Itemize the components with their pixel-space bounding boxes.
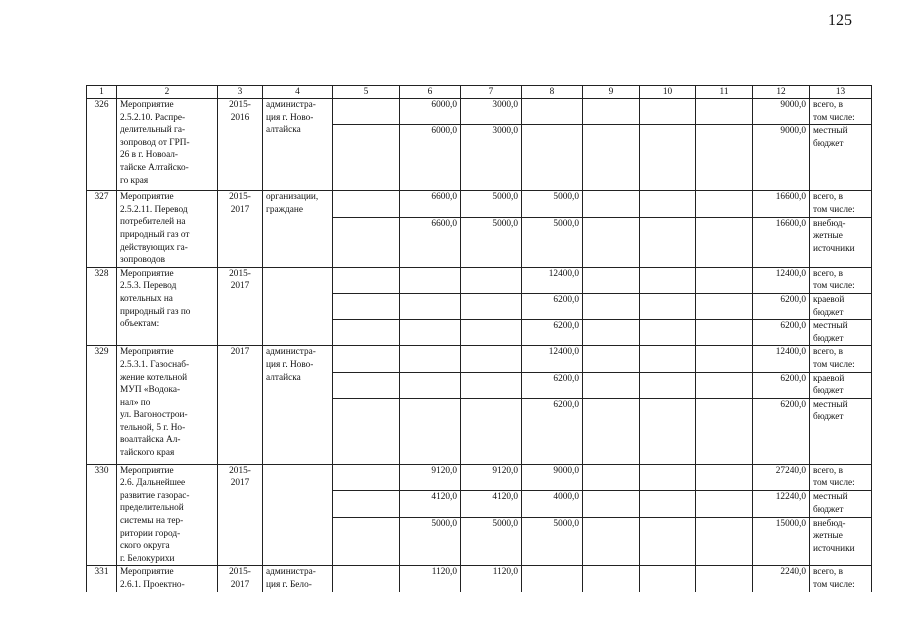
column-header: 1 xyxy=(87,86,117,99)
funding-source-line: местный xyxy=(813,126,848,137)
executor xyxy=(263,267,333,346)
funding-source-line: бюджет xyxy=(813,386,844,397)
col7-cell xyxy=(461,372,522,398)
executor-line: граждане xyxy=(266,204,303,215)
table-row xyxy=(87,99,872,125)
measure-name-line: ритории город- xyxy=(120,528,181,539)
years-line: 2017 xyxy=(230,347,250,358)
header-row xyxy=(87,86,872,99)
row-number: 328 xyxy=(87,267,117,346)
col10-cell xyxy=(640,125,696,191)
funding-source xyxy=(810,566,872,592)
col6-cell: 6000,0 xyxy=(400,125,461,191)
executor-line: администра- xyxy=(266,347,316,358)
funding-source-line: том числе: xyxy=(813,112,855,123)
col11-cell xyxy=(696,217,753,267)
column-header: 11 xyxy=(696,86,753,99)
column-header: 9 xyxy=(583,86,640,99)
col9-cell xyxy=(583,491,640,518)
col9-cell xyxy=(583,464,640,491)
col10-cell xyxy=(640,217,696,267)
row-number: 329 xyxy=(87,346,117,464)
measure-name-line: развитие газорас- xyxy=(120,490,190,501)
measure-name-line: тельной, 5 г. Но- xyxy=(120,422,186,433)
col5-cell xyxy=(333,320,400,346)
col7-cell: 5000,0 xyxy=(461,217,522,267)
funding-source xyxy=(810,517,872,566)
col11-cell xyxy=(696,398,753,464)
measure-name-line: 2.5.2.10. Распре- xyxy=(120,112,186,123)
table-row xyxy=(87,191,872,217)
funding-source-line: всего, в xyxy=(813,465,843,476)
executor-line: организации, xyxy=(266,192,319,203)
funding-source-line: бюджет xyxy=(813,138,844,149)
measure-name-line: Мероприятие xyxy=(120,192,174,203)
col9-cell xyxy=(583,191,640,217)
col6-cell xyxy=(400,320,461,346)
col5-cell xyxy=(333,125,400,191)
row-number: 326 xyxy=(87,99,117,191)
measure-name-line: тайске Алтайско- xyxy=(120,162,189,173)
col9-cell xyxy=(583,125,640,191)
column-header: 4 xyxy=(263,86,333,99)
col5-cell xyxy=(333,191,400,217)
col8-cell: 4000,0 xyxy=(522,491,583,518)
measure-name-line: природный газ по xyxy=(120,306,191,317)
years xyxy=(218,566,263,592)
funding-source-line: местный xyxy=(813,399,848,410)
funding-source xyxy=(810,398,872,464)
col7-cell: 5000,0 xyxy=(461,191,522,217)
col9-cell xyxy=(583,293,640,319)
funding-source xyxy=(810,320,872,346)
col9-cell xyxy=(583,267,640,293)
funding-source-line: том числе: xyxy=(813,580,855,591)
col5-cell xyxy=(333,293,400,319)
col10-cell xyxy=(640,293,696,319)
budget-table xyxy=(86,85,872,592)
funding-source-line: местный xyxy=(813,492,848,503)
col12-cell: 6200,0 xyxy=(753,398,810,464)
funding-source xyxy=(810,293,872,319)
funding-source-line: бюджет xyxy=(813,307,844,318)
col8-cell: 5000,0 xyxy=(522,217,583,267)
page-number: 125 xyxy=(828,12,852,29)
executor xyxy=(263,191,333,268)
years-line: 2017 xyxy=(230,478,250,489)
measure-name-line: потребителей на xyxy=(120,217,186,228)
measure-name-line: 2.6. Дальнейшее xyxy=(120,478,186,489)
col9-cell xyxy=(583,99,640,125)
col11-cell xyxy=(696,372,753,398)
measure-name-line: 2.5.3. Перевод xyxy=(120,281,177,292)
col6-cell xyxy=(400,267,461,293)
col5-cell xyxy=(333,217,400,267)
funding-source-line: всего, в xyxy=(813,567,843,578)
col11-cell xyxy=(696,517,753,566)
col10-cell xyxy=(640,372,696,398)
table-body xyxy=(87,86,872,592)
funding-source-line: внебюд- xyxy=(813,518,846,529)
col6-cell: 5000,0 xyxy=(400,517,461,566)
funding-source-line: всего, в xyxy=(813,192,843,203)
col12-cell: 2240,0 xyxy=(753,566,810,592)
measure-name-line: системы на тер- xyxy=(120,516,184,527)
measure-name-line: делительный га- xyxy=(120,125,186,136)
measure-name-line: Мероприятие xyxy=(120,268,174,279)
col10-cell xyxy=(640,267,696,293)
col12-cell: 9000,0 xyxy=(753,125,810,191)
funding-source-line: том числе: xyxy=(813,281,855,292)
funding-source xyxy=(810,372,872,398)
col7-cell: 4120,0 xyxy=(461,491,522,518)
measure-name-line: пределительной xyxy=(120,503,184,514)
funding-source-line: бюджет xyxy=(813,333,844,344)
col5-cell xyxy=(333,99,400,125)
column-header: 6 xyxy=(400,86,461,99)
row-number: 331 xyxy=(87,566,117,592)
executor-line: ция г. Ново- xyxy=(266,359,314,370)
table-row xyxy=(87,346,872,372)
measure-name-line: г. Белокурихи xyxy=(120,553,175,564)
years-line: 2017 xyxy=(230,580,250,591)
col11-cell xyxy=(696,293,753,319)
funding-source-line: том числе: xyxy=(813,359,855,370)
col8-cell xyxy=(522,566,583,592)
years-line: 2015- xyxy=(229,192,251,203)
measure-name-line: нал» по xyxy=(120,397,151,408)
measure-name-line: действующих га- xyxy=(120,242,188,253)
col5-cell xyxy=(333,267,400,293)
funding-source xyxy=(810,99,872,125)
funding-source-line: всего, в xyxy=(813,268,843,279)
funding-source-line: том числе: xyxy=(813,478,855,489)
funding-source-line: внебюд- xyxy=(813,218,846,229)
col9-cell xyxy=(583,398,640,464)
col6-cell: 9120,0 xyxy=(400,464,461,491)
executor-line: алтайска xyxy=(266,372,301,383)
col5-cell xyxy=(333,346,400,372)
col11-cell xyxy=(696,267,753,293)
col9-cell xyxy=(583,372,640,398)
col7-cell: 9120,0 xyxy=(461,464,522,491)
col9-cell xyxy=(583,566,640,592)
years-line: 2015- xyxy=(229,465,251,476)
measure-name-line: объектам: xyxy=(120,319,160,330)
col6-cell xyxy=(400,346,461,372)
funding-source-line: источники xyxy=(813,243,855,254)
measure-name-line: зопровод от ГРП- xyxy=(120,137,190,148)
col12-cell: 16600,0 xyxy=(753,217,810,267)
column-header: 7 xyxy=(461,86,522,99)
executor xyxy=(263,346,333,464)
funding-source-line: бюджет xyxy=(813,504,844,515)
col7-cell xyxy=(461,267,522,293)
table-row xyxy=(87,464,872,491)
measure-name xyxy=(117,99,218,191)
measure-name-line: 2.6.1. Проектно- xyxy=(120,580,185,591)
col7-cell xyxy=(461,398,522,464)
column-header: 3 xyxy=(218,86,263,99)
col8-cell: 5000,0 xyxy=(522,191,583,217)
executor-line: администра- xyxy=(266,567,316,578)
col12-cell: 6200,0 xyxy=(753,372,810,398)
funding-source-line: местный xyxy=(813,321,848,332)
col7-cell xyxy=(461,346,522,372)
column-header: 2 xyxy=(117,86,218,99)
col12-cell: 16600,0 xyxy=(753,191,810,217)
col10-cell xyxy=(640,517,696,566)
col12-cell: 27240,0 xyxy=(753,464,810,491)
measure-name xyxy=(117,464,218,566)
col5-cell xyxy=(333,372,400,398)
column-header: 5 xyxy=(333,86,400,99)
col10-cell xyxy=(640,346,696,372)
years-line: 2016 xyxy=(230,112,250,123)
col8-cell xyxy=(522,99,583,125)
funding-source-line: краевой xyxy=(813,294,845,305)
measure-name-line: жение котельной xyxy=(120,372,188,383)
measure-name xyxy=(117,346,218,464)
col7-cell xyxy=(461,293,522,319)
funding-source xyxy=(810,346,872,372)
col7-cell: 1120,0 xyxy=(461,566,522,592)
col8-cell: 6200,0 xyxy=(522,398,583,464)
measure-name-line: природный газ от xyxy=(120,229,190,240)
executor-line: ция г. Бело- xyxy=(266,580,312,591)
col6-cell: 1120,0 xyxy=(400,566,461,592)
measure-name xyxy=(117,191,218,268)
years xyxy=(218,191,263,268)
col8-cell: 12400,0 xyxy=(522,346,583,372)
col8-cell xyxy=(522,125,583,191)
col12-cell: 12240,0 xyxy=(753,491,810,518)
col11-cell xyxy=(696,125,753,191)
measure-name-line: 2.5.3.1. Газоснаб- xyxy=(120,359,190,370)
col5-cell xyxy=(333,398,400,464)
measure-name-line: Мероприятие xyxy=(120,567,174,578)
years-line: 2015- xyxy=(229,268,251,279)
measure-name-line: Мероприятие xyxy=(120,347,174,358)
col6-cell: 6000,0 xyxy=(400,99,461,125)
years-line: 2017 xyxy=(230,281,250,292)
years xyxy=(218,346,263,464)
measure-name-line: Мероприятие xyxy=(120,100,174,110)
col10-cell xyxy=(640,191,696,217)
funding-source xyxy=(810,464,872,491)
executor xyxy=(263,566,333,592)
years-line: 2017 xyxy=(230,204,250,215)
col12-cell: 15000,0 xyxy=(753,517,810,566)
col11-cell xyxy=(696,320,753,346)
col5-cell xyxy=(333,517,400,566)
funding-source-line: краевой xyxy=(813,373,845,384)
col6-cell xyxy=(400,372,461,398)
col8-cell: 6200,0 xyxy=(522,293,583,319)
measure-name-line: ского округа xyxy=(120,541,170,552)
col11-cell xyxy=(696,464,753,491)
funding-source xyxy=(810,217,872,267)
col5-cell xyxy=(333,464,400,491)
col11-cell xyxy=(696,346,753,372)
col5-cell xyxy=(333,491,400,518)
col6-cell xyxy=(400,398,461,464)
funding-source xyxy=(810,191,872,217)
row-number: 330 xyxy=(87,464,117,566)
col6-cell: 6600,0 xyxy=(400,191,461,217)
years-line: 2015- xyxy=(229,100,251,110)
years xyxy=(218,464,263,566)
col11-cell xyxy=(696,491,753,518)
col6-cell xyxy=(400,293,461,319)
executor-line: алтайска xyxy=(266,125,301,136)
col9-cell xyxy=(583,217,640,267)
measure-name-line: го края xyxy=(120,175,149,186)
col10-cell xyxy=(640,320,696,346)
col10-cell xyxy=(640,491,696,518)
col5-cell xyxy=(333,566,400,592)
col7-cell: 3000,0 xyxy=(461,99,522,125)
measure-name-line: ул. Вагонострои- xyxy=(120,410,188,421)
measure-name-line: воалтайска Ал- xyxy=(120,435,181,446)
col8-cell: 12400,0 xyxy=(522,267,583,293)
measure-name-line: Мероприятие xyxy=(120,465,174,476)
col12-cell: 12400,0 xyxy=(753,267,810,293)
funding-source-line: источники xyxy=(813,543,855,554)
col12-cell: 6200,0 xyxy=(753,320,810,346)
row-number: 327 xyxy=(87,191,117,268)
executor-line: администра- xyxy=(266,100,316,110)
col10-cell xyxy=(640,99,696,125)
column-header: 12 xyxy=(753,86,810,99)
funding-source-line: всего, в xyxy=(813,100,843,110)
measure-name-line: зопроводов xyxy=(120,255,166,266)
col8-cell: 6200,0 xyxy=(522,320,583,346)
col9-cell xyxy=(583,346,640,372)
column-header: 13 xyxy=(810,86,872,99)
funding-source-line: всего, в xyxy=(813,347,843,358)
col11-cell xyxy=(696,99,753,125)
measure-name xyxy=(117,267,218,346)
executor xyxy=(263,99,333,191)
col11-cell xyxy=(696,566,753,592)
funding-source-line: жетные xyxy=(813,231,843,242)
funding-source-line: том числе: xyxy=(813,204,855,215)
column-header: 10 xyxy=(640,86,696,99)
col12-cell: 6200,0 xyxy=(753,293,810,319)
col12-cell: 12400,0 xyxy=(753,346,810,372)
measure-name-line: 26 в г. Новоал- xyxy=(120,150,179,161)
years-line: 2015- xyxy=(229,567,251,578)
col8-cell: 6200,0 xyxy=(522,372,583,398)
measure-name xyxy=(117,566,218,592)
col6-cell: 6600,0 xyxy=(400,217,461,267)
col12-cell: 9000,0 xyxy=(753,99,810,125)
table-row xyxy=(87,566,872,592)
measure-name-line: МУП «Водока- xyxy=(120,385,181,396)
col7-cell xyxy=(461,320,522,346)
col10-cell xyxy=(640,398,696,464)
column-header: 8 xyxy=(522,86,583,99)
col6-cell: 4120,0 xyxy=(400,491,461,518)
col8-cell: 9000,0 xyxy=(522,464,583,491)
executor xyxy=(263,464,333,566)
funding-source xyxy=(810,491,872,518)
col9-cell xyxy=(583,517,640,566)
col7-cell: 3000,0 xyxy=(461,125,522,191)
col10-cell xyxy=(640,464,696,491)
measure-name-line: 2.5.2.11. Перевод xyxy=(120,204,188,215)
col8-cell: 5000,0 xyxy=(522,517,583,566)
col9-cell xyxy=(583,320,640,346)
measure-name-line: котельных на xyxy=(120,293,173,304)
funding-source-line: бюджет xyxy=(813,412,844,423)
executor-line: ция г. Ново- xyxy=(266,112,314,123)
funding-source xyxy=(810,125,872,191)
years xyxy=(218,267,263,346)
measure-name-line: тайского края xyxy=(120,448,175,459)
col10-cell xyxy=(640,566,696,592)
table-row xyxy=(87,267,872,293)
funding-source-line: жетные xyxy=(813,531,843,542)
funding-source xyxy=(810,267,872,293)
years xyxy=(218,99,263,191)
col7-cell: 5000,0 xyxy=(461,517,522,566)
col11-cell xyxy=(696,191,753,217)
